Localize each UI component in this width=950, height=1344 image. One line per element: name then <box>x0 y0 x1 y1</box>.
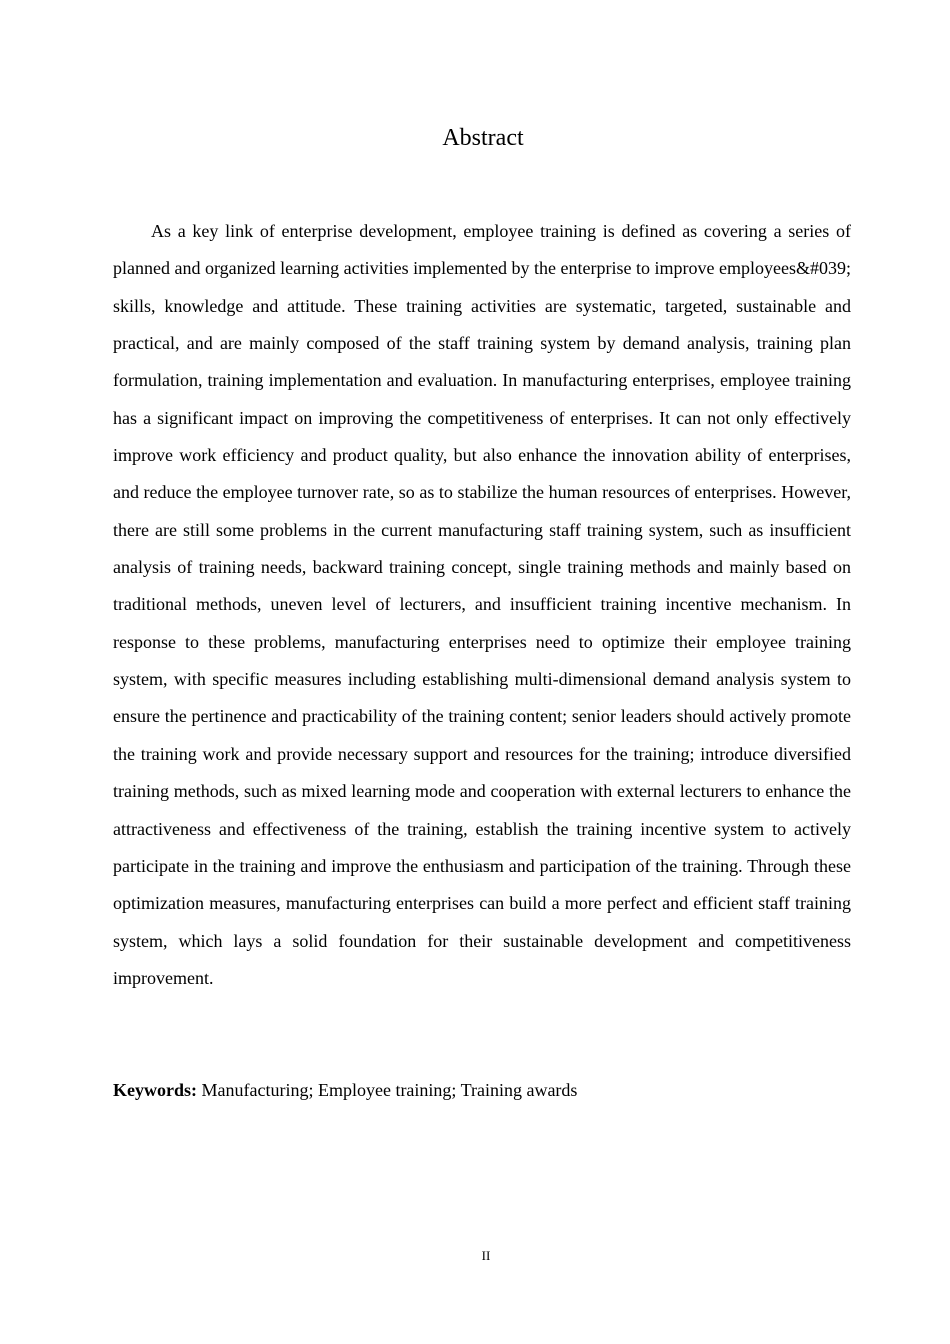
page-title: Abstract <box>442 125 524 151</box>
abstract-body: As a key link of enterprise development, employee training is defined as covering a series of planned and organized learning activities implemented by the enterprise to improve employees&#039; skills, knowledge and attitude. These training activities are systematic, targeted, sustainable and practical, and are mainly composed of the staff training system by demand analysis, training plan formulation, training implementation and evaluation. In manufacturing enterprises, employee training has a significant impact on improving the competitiveness of enterprises. It can not only effectively improve work efficiency and product quality, but also enhance the innovation ability of enterprises, and reduce the employee turnover rate, so as to stabilize the human resources of enterprises. However, there are still some problems in the current manufacturing staff training system, such as insufficient analysis of training needs, backward training concept, single training methods and mainly based on traditional methods, uneven level of lecturers, and insufficient training incentive mechanism. In response to these problems, manufacturing enterprises need to optimize their employee training system, with specific measures including establishing multi-dimensional demand analysis system to ensure the pertinence and practicability of the training content; senior leaders should actively promote the training work and provide necessary support and resources for the training; introduce diversified training methods, such as mixed learning mode and cooperation with external lecturers to enhance the attractiveness and effectiveness of the training, establish the training incentive system to actively participate in the training and improve the enthusiasm and participation of the training. Through these optimization measures, manufacturing enterprises can build a more perfect and efficient staff training system, which lays a solid foundation for their sustainable development and competitiveness improvement. <box>113 221 851 988</box>
keywords-value: Manufacturing; Employee training; Training awards <box>201 1080 578 1100</box>
keywords-label: Keywords: <box>113 1080 197 1100</box>
keywords-line <box>113 1073 851 1107</box>
page-number: II <box>481 1248 491 1263</box>
